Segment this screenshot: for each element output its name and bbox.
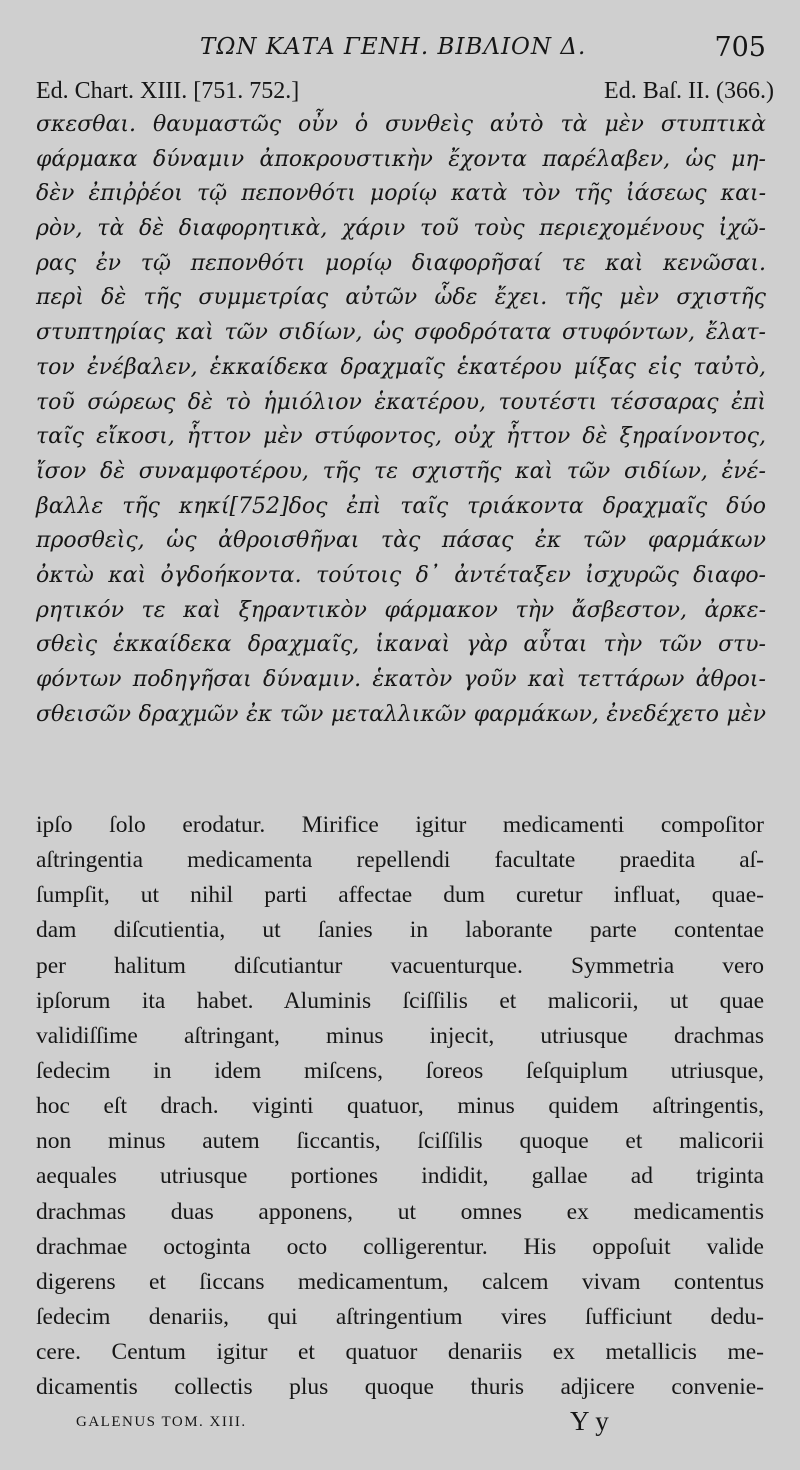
- greek-text-line: σκεσθαι. θαυμαστῶς οὖν ὁ συνθεὶς αὐτὸ τὰ μὲν στυπτικὰ: [36, 112, 766, 137]
- latin-text-line: hoc eſt drach. viginti quatuor, minus quidem aſtringentis,: [36, 1093, 764, 1120]
- greek-text-line: ταῖς εἴκοσι, ἧττον μὲν στύφοντος, οὐχ ἧττον δὲ ξηραίνοντος,: [36, 424, 766, 450]
- greek-text-line: φόντων ποδηγῆσαι δύναμιν. ἑκατὸν γοῦν καὶ τεττάρων ἀθροι-: [36, 667, 766, 692]
- latin-text-line: aſtringentia medicamenta repellendi facultate praedita aſ-: [36, 847, 764, 874]
- greek-text-line: φάρμακα δύναμιν ἀποκρουστικὴν ἔχοντα παρέλαβεν, ὡς μη-: [36, 146, 766, 172]
- greek-text-line: ἴσον δὲ συναμφοτέρου, τῆς τε σχιστῆς καὶ τῶν σιδίων, ἐνέ-: [36, 458, 766, 484]
- latin-text-line: aequales utriusque portiones indidit, gallae ad triginta: [36, 1163, 764, 1190]
- greek-text-line: ρας ἐν τῷ πεπονθότι μορίῳ διαφορῆσαί τε καὶ κενῶσαι.: [36, 250, 766, 276]
- greek-text-line: δὲν ἐπιῤῥέοι τῷ πεπονθότι μορίῳ κατὰ τὸν τῆς ἰάσεως και-: [36, 181, 766, 207]
- greek-text-line: ὀκτὼ καὶ ὀγδοήκοντα. τούτοις δ᾽ ἀντέταξεν ἰσχυρῶς διαφο-: [36, 562, 766, 588]
- running-title: ΤΩΝ ΚΑΤΑ ΓΕΝΗ. ΒΙΒΛΙΟΝ Δ.: [200, 34, 587, 60]
- latin-text-line: drachmas duas apponens, ut omnes ex medicamentis: [36, 1198, 764, 1225]
- latin-text-line: cere. Centum igitur et quatuor denariis ex metallicis me-: [36, 1339, 764, 1366]
- greek-text-line: ρὸν, τὰ δὲ διαφορητικὰ, χάριν τοῦ τοὺς περιεχομένους ἰχῶ-: [36, 216, 766, 242]
- greek-text-line: σθεὶς ἑκκαίδεκα δραχμαῖς, ἱκαναὶ γὰρ αὗται τὴν τῶν στυ-: [36, 632, 766, 658]
- page-footer: [0, 1404, 800, 1444]
- greek-text-line: ρητικόν τε καὶ ξηραντικὸν φάρμακον τὴν ἄσβεστον, ἀρκε-: [36, 597, 766, 623]
- greek-text-line: προσθεὶς, ὡς ἀθροισθῆναι τὰς πάσας ἐκ τῶν φαρμάκων: [36, 528, 766, 554]
- greek-text-line: περὶ δὲ τῆς συμμετρίας αὐτῶν ὧδε ἔχει. τῆς μὲν σχιστῆς: [36, 285, 766, 311]
- edition-reference-line: [36, 78, 774, 108]
- latin-text-line: ſedecim in idem miſcens, ſoreos ſeſquiplum utriusque,: [36, 1057, 764, 1084]
- latin-text-line: ipſorum ita habet. Aluminis ſciſſilis et malicorii, ut quae: [36, 987, 764, 1014]
- latin-text-column: [36, 808, 764, 1405]
- latin-text-line: dam diſcutientia, ut ſanies in laborante parte contentae: [36, 917, 764, 944]
- edition-chartier-reference: Ed. Chart. XIII. [751. 752.]: [36, 78, 300, 104]
- latin-text-line: ſedecim denariis, qui aſtringentium vires ſufficiunt dedu-: [36, 1303, 764, 1330]
- latin-text-line: digerens et ſiccans medicamentum, calcem vivam contentus: [36, 1268, 764, 1295]
- signature-mark: Y y: [570, 1406, 609, 1436]
- greek-text-line: στυπτηρίας καὶ τῶν σιδίων, ὡς σφοδρότατα στυφόντων, ἔλατ-: [36, 320, 766, 346]
- latin-text-line: dicamentis collectis plus quoque thuris adjicere convenie-: [36, 1374, 764, 1401]
- greek-text-column: [36, 108, 766, 732]
- greek-text-line: τοῦ σώρεως δὲ τὸ ἡμιόλιον ἑκατέρου, τουτέστι τέσσαρας ἐπὶ: [36, 389, 766, 415]
- latin-text-line: ipſo ſolo erodatur. Mirifice igitur medicamenti compoſitor: [36, 812, 764, 838]
- running-head: [0, 30, 800, 64]
- greek-text-line: σθεισῶν δραχμῶν ἐκ τῶν μεταλλικῶν φαρμάκων, ἐνεδέχετο μὲν: [36, 701, 766, 727]
- latin-text-line: drachmae octoginta octo colligerentur. His oppoſuit valide: [36, 1233, 764, 1260]
- greek-text-line: βαλλε τῆς κηκί[752]δος ἐπὶ ταῖς τριάκοντα δραχμαῖς δύο: [36, 493, 766, 519]
- footer-signature: GALENUS TOM. XIII.: [76, 1414, 247, 1430]
- latin-text-line: per halitum diſcutiantur vacuenturque. Symmetria vero: [36, 952, 764, 979]
- latin-text-line: validiſſime aſtringant, minus injecit, utriusque drachmas: [36, 1022, 764, 1049]
- latin-text-line: non minus autem ſiccantis, ſciſſilis quoque et malicorii: [36, 1128, 764, 1155]
- latin-text-line: ſumpſit, ut nihil parti affectae dum curetur influat, quae-: [36, 882, 764, 909]
- greek-text-line: τον ἐνέβαλεν, ἑκκαίδεκα δραχμαῖς ἑκατέρου μίξας εἰς ταὐτὸ,: [36, 354, 766, 380]
- edition-basel-reference: Ed. Baſ. II. (366.): [604, 78, 774, 104]
- page-number: 705: [714, 32, 766, 63]
